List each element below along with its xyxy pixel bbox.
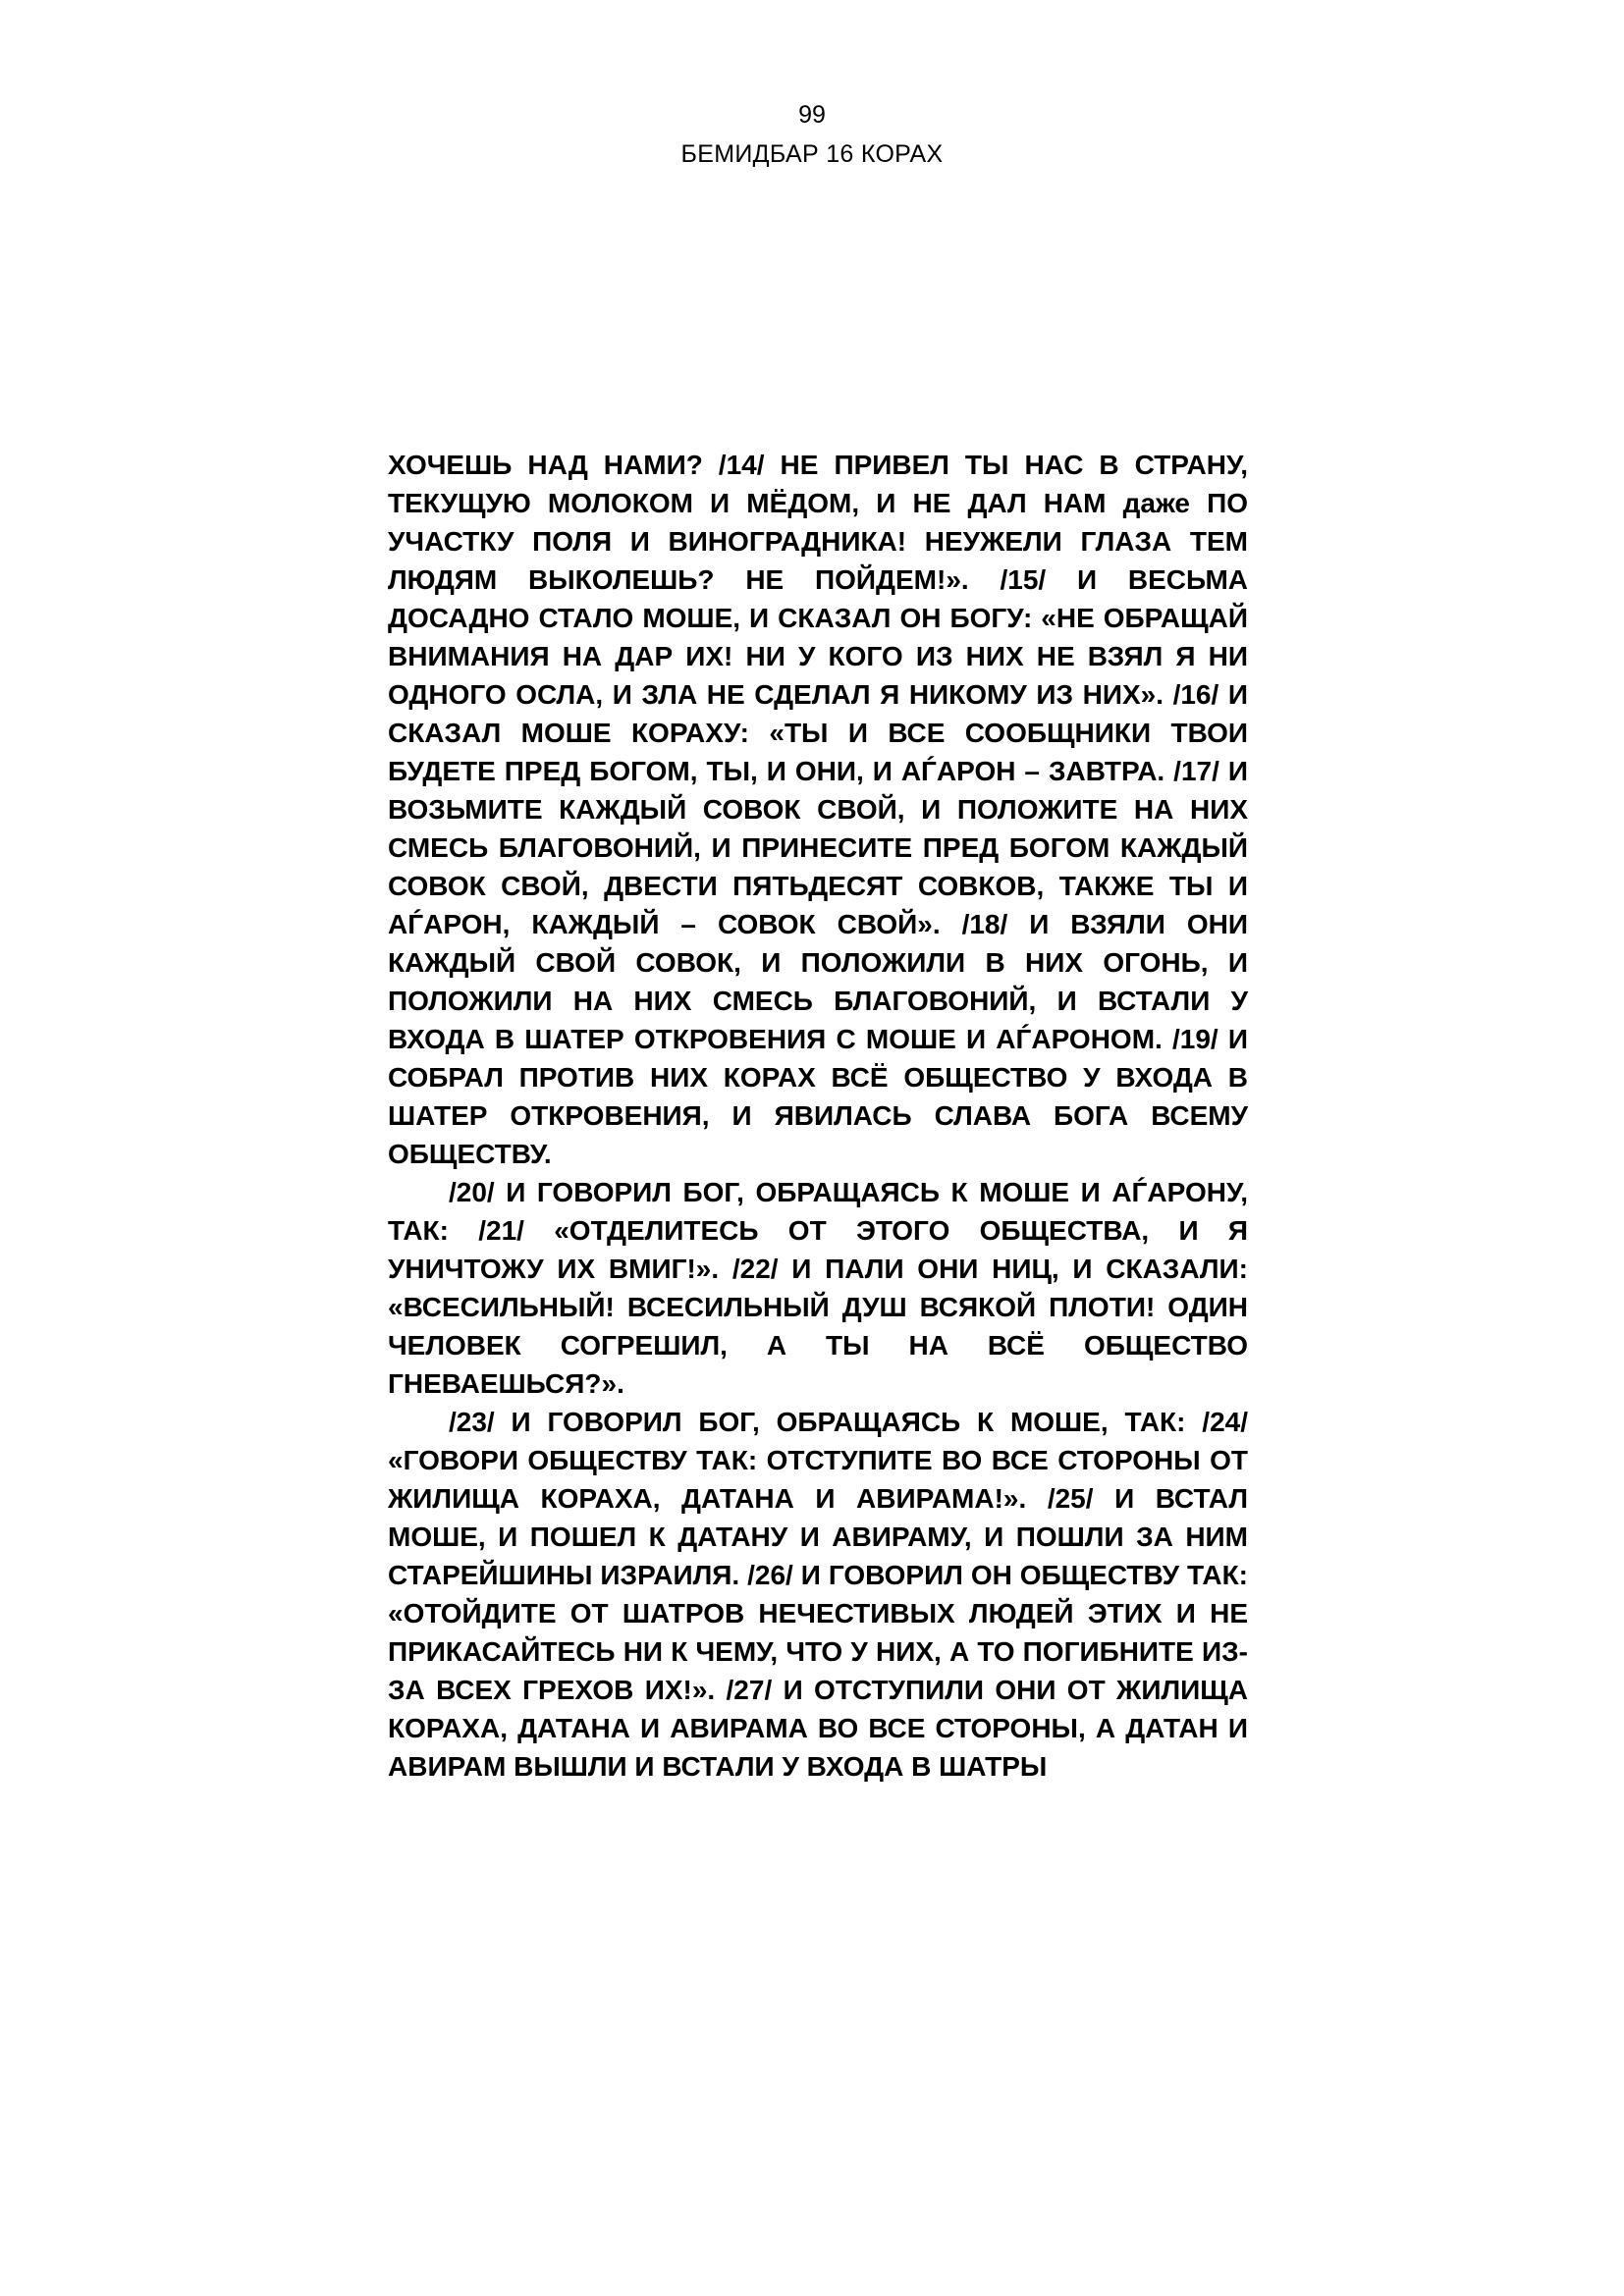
page-number: 99 — [798, 101, 826, 129]
paragraph: ХОЧЕШЬ НАД НАМИ? /14/ НЕ ПРИВЕЛ ТЫ НАС В СТРАНУ, ТЕКУЩУЮ МОЛОКОМ И МЁДОМ, И НЕ ДАЛ НАМ даже ПО УЧАСТКУ ПОЛЯ И ВИНОГРАДНИКА! НЕУЖЕЛИ ГЛАЗА ТЕМ ЛЮДЯМ ВЫКОЛЕШЬ? НЕ ПОЙДЕМ!». /15/ И ВЕСЬМА ДОСАДНО СТАЛО МОШЕ, И СКАЗАЛ ОН БОГУ: «НЕ ОБРАЩАЙ ВНИМАНИЯ НА ДАР ИХ! НИ У КОГО ИЗ НИХ НЕ ВЗЯЛ Я НИ ОДНОГО ОСЛА, И ЗЛА НЕ СДЕЛАЛ Я НИКОМУ ИЗ НИХ». /16/ И СКАЗАЛ МОШЕ КОРАХУ: «ТЫ И ВСЕ СООБЩНИКИ ТВОИ БУДЕТЕ ПРЕД БОГОМ, ТЫ, И ОНИ, И АЃАРОН – ЗАВТРА. /17/ И ВОЗЬМИТЕ КАЖДЫЙ СОВОК СВОЙ, И ПОЛОЖИТЕ НА НИХ СМЕСЬ БЛАГОВОНИЙ, И ПРИНЕСИТЕ ПРЕД БОГОМ КАЖДЫЙ СОВОК СВОЙ, ДВЕСТИ ПЯТЬДЕСЯТ СОВКОВ, ТАКЖЕ ТЫ И АЃАРОН, КАЖДЫЙ – СОВОК СВОЙ». /18/ И ВЗЯЛИ ОНИ КАЖДЫЙ СВОЙ СОВОК, И ПОЛОЖИЛИ В НИХ ОГОНЬ, И ПОЛОЖИЛИ НА НИХ СМЕСЬ БЛАГОВОНИЙ, И ВСТАЛИ У ВХОДА В ШАТЕР ОТКРОВЕНИЯ С МОШЕ И АЃАРОНОМ. /19/ И СОБРАЛ ПРОТИВ НИХ КОРАХ ВСЁ ОБЩЕСТВО У ВХОДА В ШАТЕР ОТКРОВЕНИЯ, И ЯВИЛАСЬ СЛАВА БОГА ВСЕМУ ОБЩЕСТВУ. — [388, 450, 1248, 1169]
running-title: БЕМИДБАР 16 КОРАХ — [680, 140, 944, 168]
paragraph: /23/ И ГОВОРИЛ БОГ, ОБРАЩАЯСЬ К МОШЕ, ТАК: /24/ «ГОВОРИ ОБЩЕСТВУ ТАК: ОТСТУПИТЕ ВО ВСЕ СТОРОНЫ ОТ ЖИЛИЩА КОРАХА, ДАТАНА И АВИРАМА!». /25/ И ВСТАЛ МОШЕ, И ПОШЕЛ К ДАТАНУ И АВИРАМУ, И ПОШЛИ ЗА НИМ СТАРЕЙШИНЫ ИЗРАИЛЯ. /26/ И ГОВОРИЛ ОН ОБЩЕСТВУ ТАК: «ОТОЙДИТЕ ОТ ШАТРОВ НЕЧЕСТИВЫХ ЛЮДЕЙ ЭТИХ И НЕ ПРИКАСАЙТЕСЬ НИ К ЧЕМУ, ЧТО У НИХ, А ТО ПОГИБНИТЕ ИЗ-ЗА ВСЕХ ГРЕХОВ ИХ!». /27/ И ОТСТУПИЛИ ОНИ ОТ ЖИЛИЩА КОРАХА, ДАТАНА И АВИРАМА ВО ВСЕ СТОРОНЫ, А ДАТАН И АВИРАМ ВЫШЛИ И ВСТАЛИ У ВХОДА В ШАТРЫ — [388, 1407, 1248, 1782]
paragraph: /20/ И ГОВОРИЛ БОГ, ОБРАЩАЯСЬ К МОШЕ И АЃАРОНУ, ТАК: /21/ «ОТДЕЛИТЕСЬ ОТ ЭТОГО ОБЩЕСТВА, И Я УНИЧТОЖУ ИХ ВМИГ!». /22/ И ПАЛИ ОНИ НИЦ, И СКАЗАЛИ: «ВСЕСИЛЬНЫЙ! ВСЕСИЛЬНЫЙ ДУШ ВСЯКОЙ ПЛОТИ! ОДИН ЧЕЛОВЕК СОГРЕШИЛ, А ТЫ НА ВСЁ ОБЩЕСТВО ГНЕВАЕШЬСЯ?». — [388, 1177, 1248, 1399]
body-text — [388, 446, 1248, 1786]
